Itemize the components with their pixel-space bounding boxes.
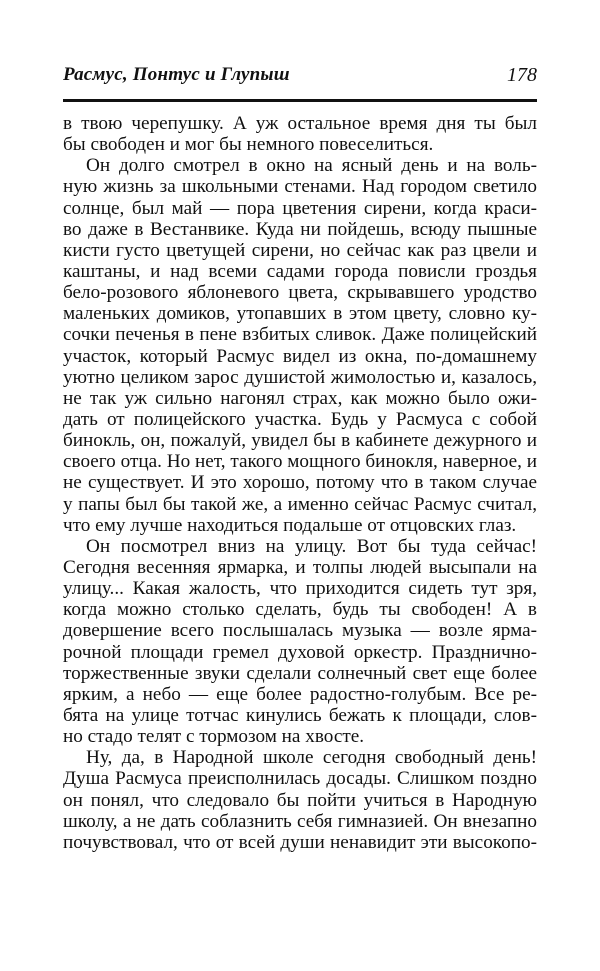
running-header [63,64,537,90]
text-line: но стадо телят с тормозом на хвосте. [63,726,365,748]
text-line: бята на улице тотчас кинулись бежать к площади, слов- [63,704,537,726]
paragraph [63,747,537,853]
text-line: своего отца. Но нет, такого мощного бинокля, наверное, и [63,451,537,473]
text-line: маленьких домиков, утопавших в этом цвету, словно ку- [63,303,537,325]
text-line: в твою черепушку. А уж остальное время дня ты был [63,113,537,134]
text-line: рочной площади гремел духовой оркестр. Празднично- [63,641,537,663]
text-line: у папы был бы такой же, а именно сейчас Расмус считал, [63,493,537,515]
text-line: солнце, был май — пора цветения сирени, когда краси- [63,197,537,219]
text-line: бы свободен и мог бы немного повеселиться. [63,134,434,156]
paragraph [63,536,537,747]
paragraph [63,155,537,536]
text-line: во даже в Вестанвике. Куда ни пойдешь, всюду пышные [63,218,537,240]
text-line: школу, а не дать соблазнить себя гимназией. Он внезапно [63,810,537,832]
text-line: дать от полицейского участка. Будь у Расмуса с собой [63,408,537,430]
text-line: Он посмотрел вниз на улицу. Вот бы туда сейчас! [86,535,537,557]
text-line: уютно целиком зарос душистой жимолостью и, казалось, [63,366,537,388]
header-rule [63,99,537,102]
text-line: Он долго смотрел в окно на ясный день и на воль- [86,155,537,177]
text-line: бинокль, он, пожалуй, увидел бы в кабинете дежурного и [63,430,537,452]
text-line: когда можно столько сделать, будь ты свободен! А в [63,599,537,621]
text-line: ярким, а небо — еще более радостно-голубым. Все ре- [63,683,537,705]
text-line: довершение всего послышалась музыка — возле ярма- [63,620,537,642]
text-line: Душа Расмуса преисполнилась досады. Слишком поздно [63,768,537,790]
text-line: улицу... Какая жалость, что приходится сидеть тут зря, [63,578,537,600]
text-line: Ну, да, в Народной школе сегодня свободный день! [86,747,537,769]
text-line: торжественные звуки сделали солнечный свет еще более [63,662,537,684]
text-line: он понял, что следовало бы пойти учиться в Народную [63,789,537,811]
text-line: не так уж сильно нагонял страх, как можно было ожи- [63,387,537,409]
text-line: Сегодня весенняя ярмарка, и толпы людей высыпали на [63,556,537,578]
text-line: кисти густо цветущей сирени, но сейчас как раз цвели и [63,239,537,261]
page-body-text [63,113,537,853]
text-line: не существует. И это хорошо, потому что в таком случае [63,472,537,494]
running-title: Расмус, Понтус и Глупыш [63,64,290,85]
text-line: что ему лучше находиться подальше от отцовских глаз. [63,514,517,536]
page-number: 178 [507,64,537,86]
text-line: почувствовал, что от всей души ненавидит эти высокопо- [63,831,537,853]
text-line: сочки печенья в пене взбитых сливок. Даже полицейский [63,324,537,346]
text-line: бело-розового яблоневого цвета, скрывавшего уродство [63,282,537,304]
text-line: ную жизнь за школьными стенами. Над городом светило [63,176,537,198]
text-line: каштаны, и над всеми садами города повисли гроздья [63,260,537,282]
paragraph [63,113,537,155]
text-line: участок, который Расмус видел из окна, по-домашнему [63,345,537,367]
